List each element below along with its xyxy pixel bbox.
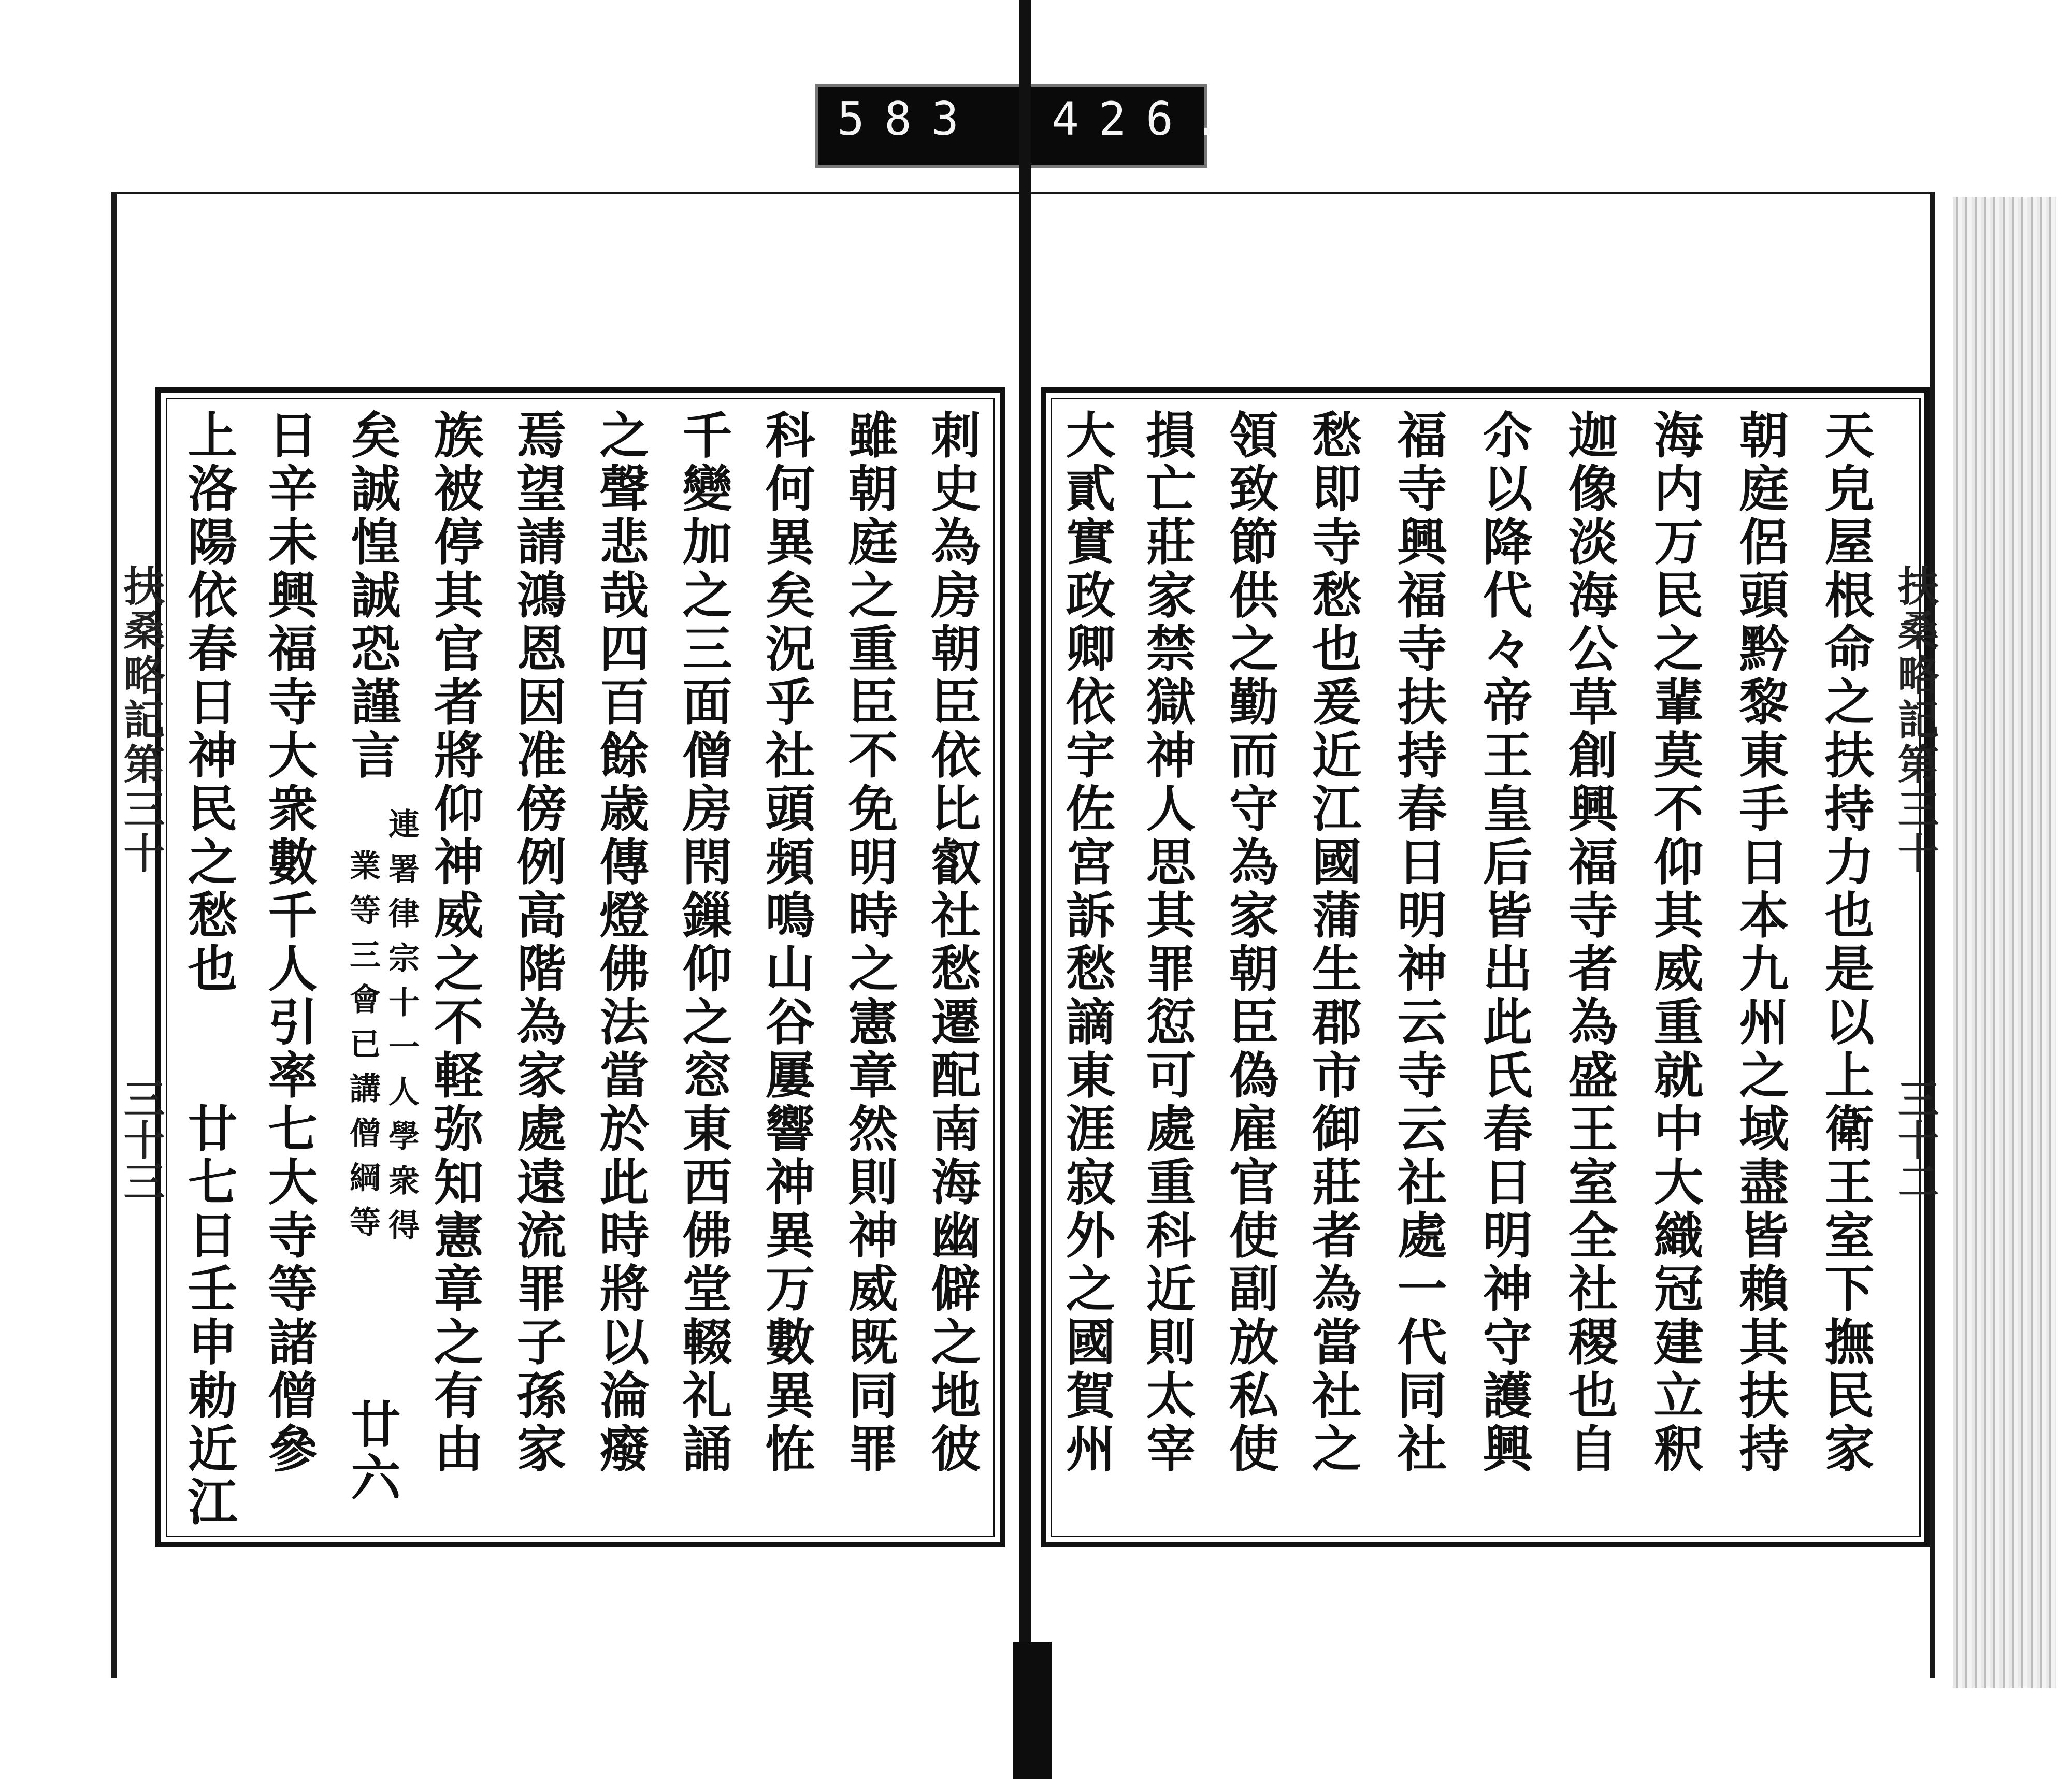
right-line-9: 損亡莊家禁獄神人思其罪愆可處重科近則太宰	[1138, 409, 1197, 1476]
left-note-b: 業等三會已講僧綱等	[344, 849, 381, 1250]
right-folio: 三十二	[1891, 1077, 1939, 1202]
left-running-title: 扶桑略記第三十	[117, 565, 165, 876]
book-fore-edge	[1953, 197, 2056, 1688]
book-gutter	[1019, 0, 1031, 1779]
left-line-9: 日辛未興福寺大衆數千人引率七大寺等諸僧參	[260, 409, 319, 1476]
gutter-shadow	[1013, 1642, 1052, 1779]
left-line-2: 雖朝庭之重臣不免明時之憲章然則神威既同罪	[840, 409, 899, 1476]
right-line-7: 愁即寺愁也爰近江國蒲生郡市御莊者為當社之	[1304, 409, 1362, 1476]
right-line-5: 尒以降代々帝王皇后皆出此氏春日明神守護興	[1475, 409, 1533, 1476]
left-line-10: 上洛陽依春日神民之愁也 廿七日壬申勅近江	[180, 409, 238, 1529]
left-line-6: 焉望請鴻恩因准傍例高階為家處遠流罪子孫家	[509, 409, 567, 1476]
left-line-5: 之聲悲哉四百餘歳傳燈佛法當於此時將以淪癈	[592, 409, 650, 1476]
left-folio: 三十三	[117, 1077, 165, 1202]
left-note-trailing: 廿六	[343, 1398, 401, 1505]
right-line-3: 海内万民之輩莫不仰其威重就中大織冠建立釈	[1646, 409, 1704, 1476]
left-note-a: 連署律宗十一人學衆得	[383, 808, 420, 1253]
right-running-title: 扶桑略記第三十	[1891, 565, 1939, 876]
left-line-3: 科何異矣況乎社頭頻鳴山谷屢響神異万數異恠	[757, 409, 816, 1476]
right-line-1: 天皃屋根命之扶持力也是以上衛王室下撫民家	[1817, 409, 1875, 1476]
catalog-label-left: 583	[837, 92, 979, 146]
left-line-1: 刺史為房朝臣依比叡社愁遷配南海幽僻之地彼	[923, 409, 982, 1476]
catalog-label	[818, 87, 1240, 165]
right-line-4: 迦像淡海公草創興福寺者為盛王室全社稷也自	[1560, 409, 1619, 1476]
left-line-7: 族被停其官者將仰神威之不軽弥知憲章之有由	[426, 409, 484, 1476]
right-line-8: 領致節供之勤而守為家朝臣偽雇官使副放私使	[1221, 409, 1279, 1476]
catalog-label-right: 426.	[1052, 92, 1240, 146]
left-line-8: 矣誠惶誠恐謹言	[343, 409, 401, 783]
right-line-10: 大貳實政卿依宇佐宮訴愁謫東涯寂外之國賀州	[1058, 409, 1116, 1476]
right-line-6: 福寺興福寺扶持春日明神云寺云社處一代同社	[1389, 409, 1448, 1476]
right-line-2: 朝庭侶頭黔黎東手日本九州之域盡皆賴其扶持	[1731, 409, 1790, 1476]
left-line-4: 千變加之三面僧房閇鏁仰之窓東西佛堂輟礼誦	[674, 409, 733, 1476]
